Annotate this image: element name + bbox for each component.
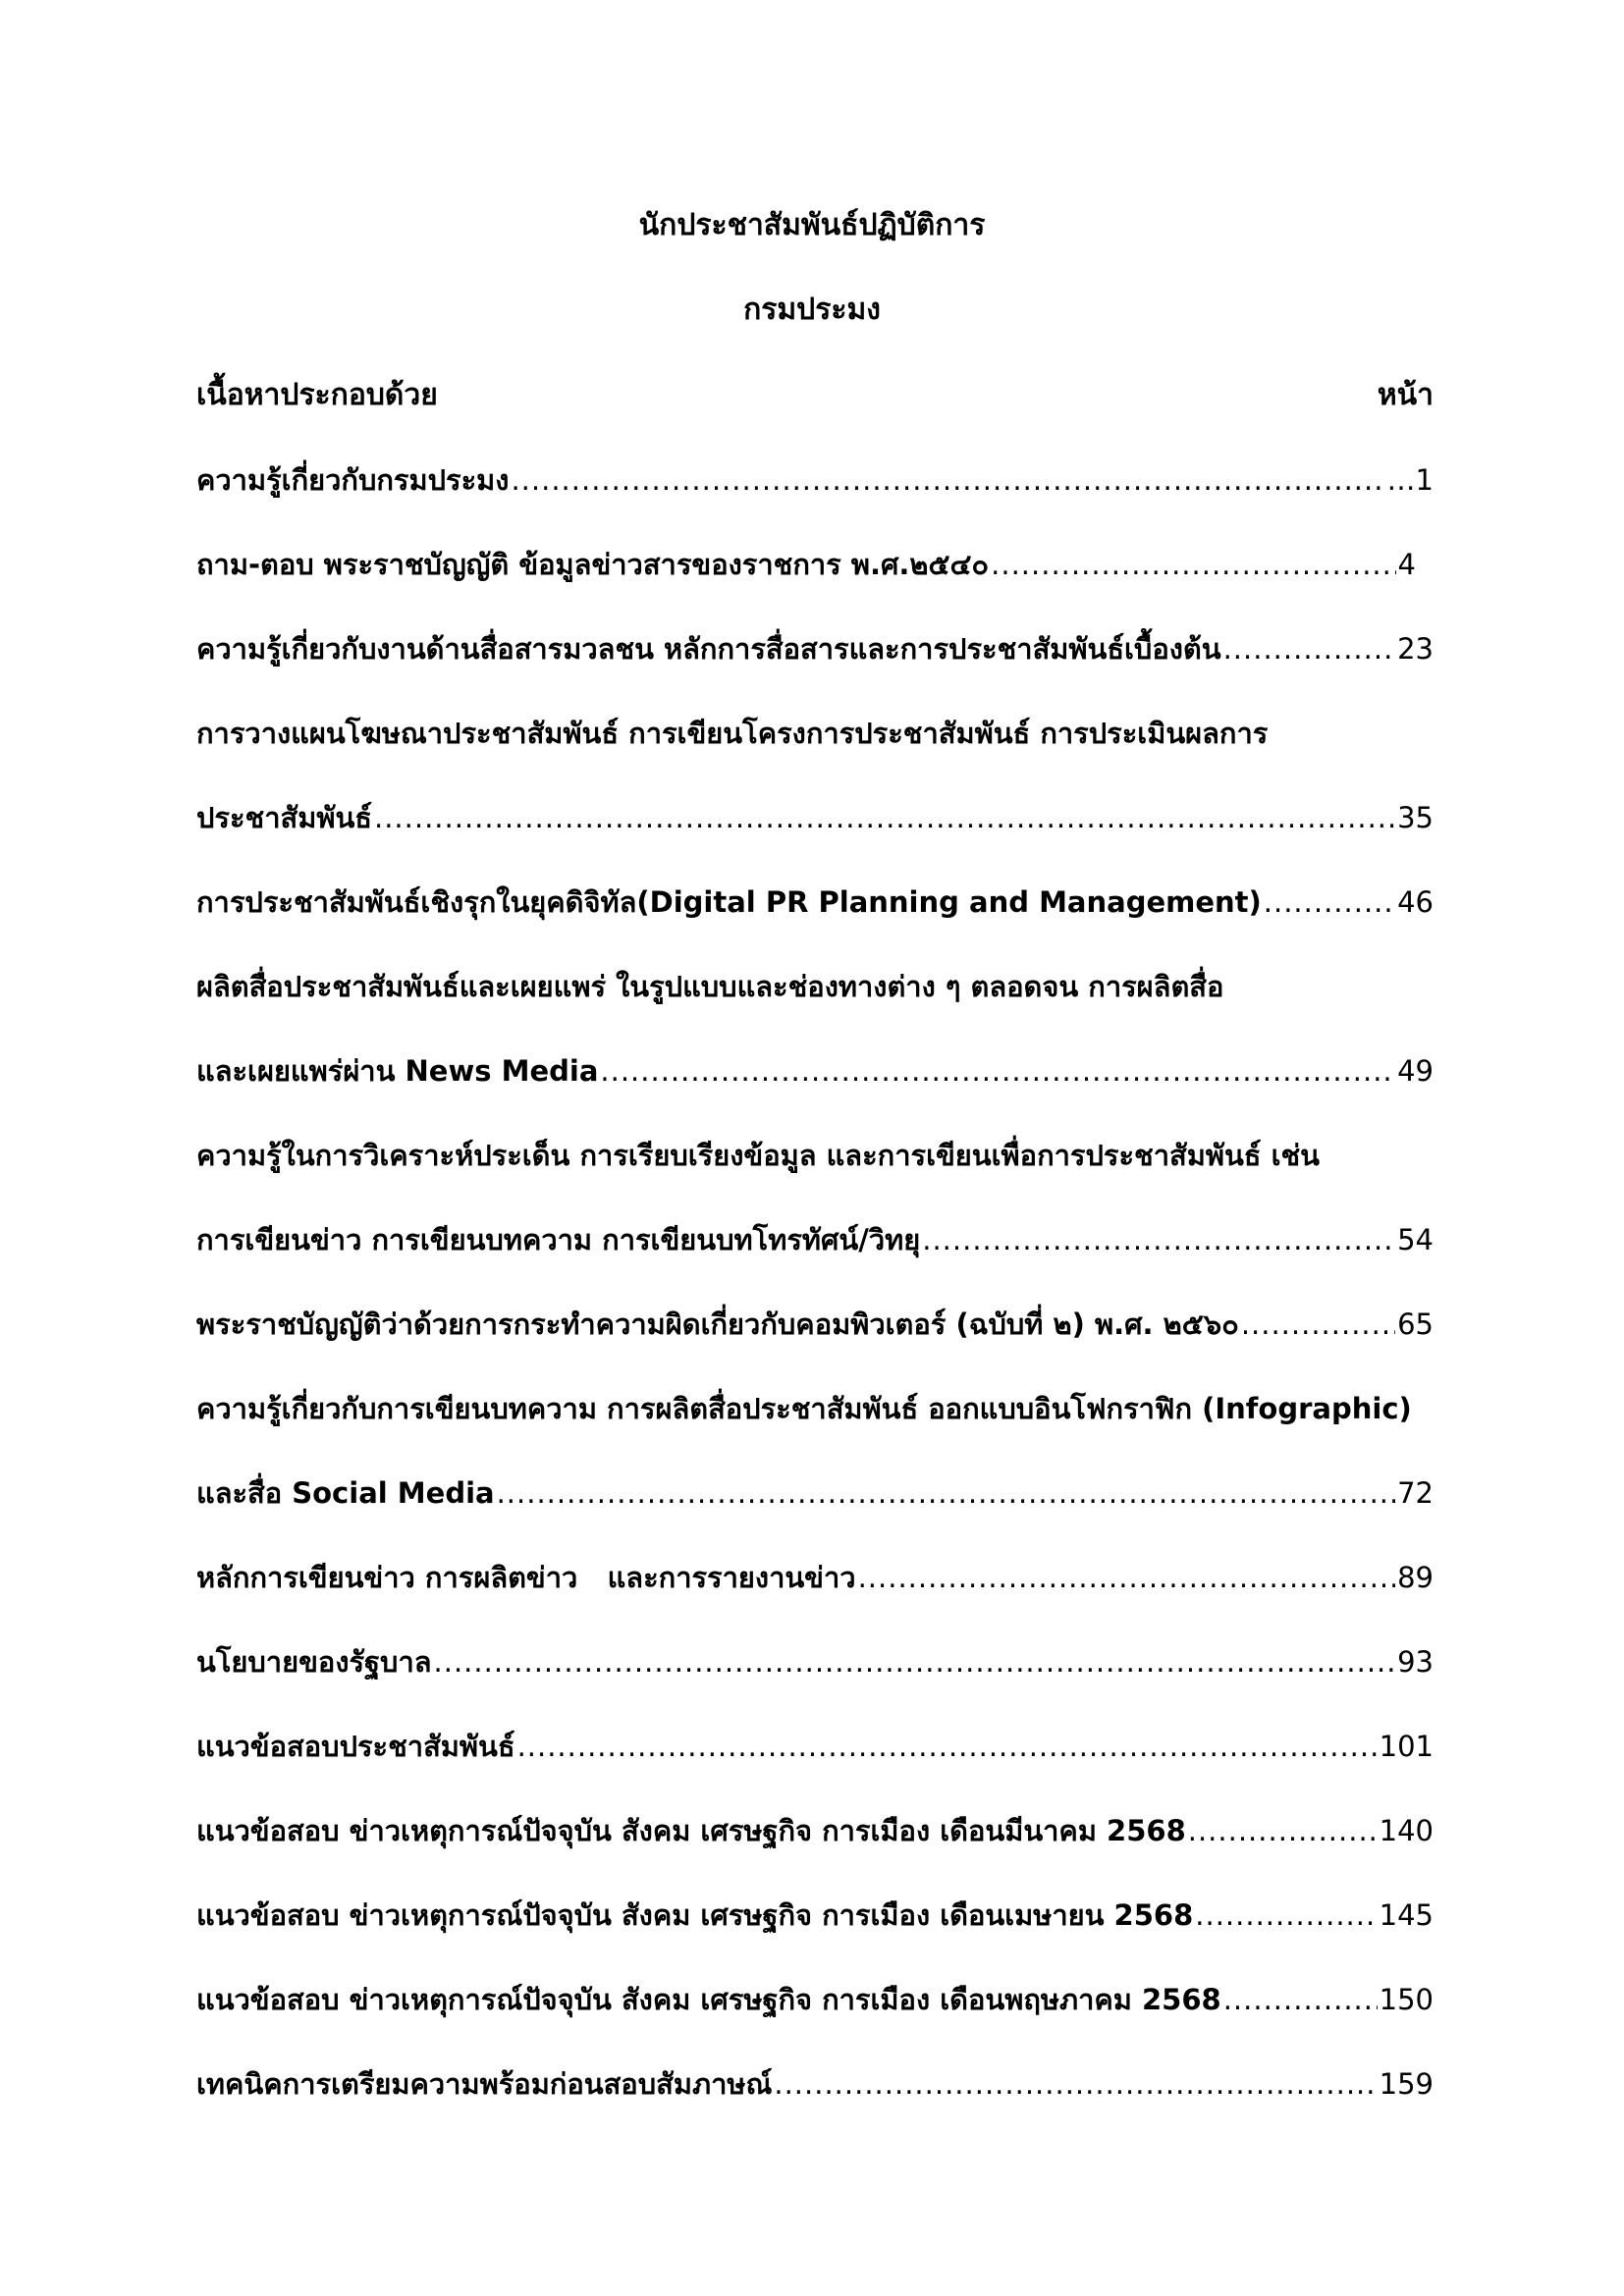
toc-entry-row: [196, 2064, 1434, 2104]
dot-leader: [497, 1473, 1396, 1513]
toc-entry-label: ความรู้เกี่ยวกับงานด้านสื่อสารมวลชน หลักการสื่อสารและการประชาสัมพันธ์เบื้องต้น: [196, 632, 1221, 666]
toc-entry-page: 23: [1397, 632, 1434, 666]
toc-header: [196, 376, 1434, 415]
toc-entry-row: [196, 1051, 1434, 1091]
toc-entry-row: [196, 460, 1434, 500]
toc-entry-row: [196, 1558, 1434, 1597]
dot-leader: [1264, 882, 1395, 922]
dot-leader: [511, 460, 1384, 500]
toc-entry-label: ประชาสัมพันธ์: [196, 801, 372, 834]
toc-entry-label: และเผยแพร่ผ่าน News Media: [196, 1054, 599, 1088]
document-subtitle: กรมประมง: [743, 293, 881, 327]
toc-entry-line: ความรู้เกี่ยวกับการเขียนบทความ การผลิตสื่อประชาสัมพันธ์ ออกแบบอินโฟกราฟิก (Infographic): [196, 1392, 1412, 1425]
toc-entry-row: [196, 1305, 1434, 1344]
toc-entry-page: 101: [1379, 1730, 1434, 1763]
toc-entry-row: [196, 882, 1434, 922]
toc-entry-page: …1: [1386, 463, 1434, 497]
dot-leader: [517, 1727, 1378, 1766]
toc-entry-page: 159: [1379, 2067, 1434, 2101]
toc-entry-row: [196, 629, 1434, 668]
toc-header-contents: เนื้อหาประกอบด้วย: [196, 378, 438, 412]
toc-entry-label: หลักการเขียนข่าว การผลิตข่าว และการรายงานข่าว: [196, 1561, 856, 1594]
toc-entry-line: ผลิตสื่อประชาสัมพันธ์และเผยแพร่ ในรูปแบบและช่องทางต่าง ๆ ตลอดจน การผลิตสื่อ: [196, 970, 1224, 1003]
toc-entry-label: การเขียนข่าว การเขียนบทความ การเขียนบทโทรทัศน์/วิทยุ: [196, 1223, 921, 1256]
toc-entry-label: แนวข้อสอบ ข่าวเหตุการณ์ปัจจุบัน สังคม เศรษฐกิจ การเมือง เดือนเมษายน 2568: [196, 1898, 1194, 1932]
document-title: นักประชาสัมพันธ์ปฏิบัติการ: [638, 208, 986, 242]
toc-entry-label: เทคนิคการเตรียมความพร้อมก่อนสอบสัมภาษณ์: [196, 2067, 773, 2101]
toc-entry-label: ถาม-ตอบ พระราชบัญญัติ ข้อมูลข่าวสารของราชการ พ.ศ.๒๕๔๐: [196, 548, 990, 581]
toc-entry-label: นโยบายของรัฐบาล: [196, 1645, 432, 1679]
toc-entry-line: ความรู้ในการวิเคราะห์ประเด็น การเรียบเรียงข้อมูล และการเขียนเพื่อการประชาสัมพันธ์ เช่น: [196, 1139, 1320, 1172]
dot-leader: [991, 545, 1395, 584]
dot-leader: [1195, 1896, 1377, 1935]
toc-entry-label: แนวข้อสอบ ข่าวเหตุการณ์ปัจจุบัน สังคม เศรษฐกิจ การเมือง เดือนพฤษภาคม 2568: [196, 1983, 1221, 2016]
toc-entry-page: 35: [1397, 801, 1434, 834]
toc-entry-row: [196, 1727, 1434, 1766]
toc-entry-label: แนวข้อสอบประชาสัมพันธ์: [196, 1730, 515, 1763]
toc-entry-row: [196, 1980, 1434, 2019]
dot-leader: [434, 1642, 1396, 1682]
dot-leader: [1188, 1811, 1378, 1850]
toc-entry-row: [196, 1896, 1434, 1935]
toc-entry-row: [196, 545, 1416, 584]
toc-entry-label: พระราชบัญญัติว่าด้วยการกระทำความผิดเกี่ยวกับคอมพิวเตอร์ (ฉบับที่ ๒) พ.ศ. ๒๕๖๐: [196, 1308, 1239, 1341]
toc-entry-page: 89: [1397, 1561, 1434, 1594]
toc-entry-label: การประชาสัมพันธ์เชิงรุกในยุคดิจิทัล(Digital PR Planning and Management): [196, 885, 1262, 919]
toc-entry-row: [196, 1473, 1434, 1513]
toc-entry-label: แนวข้อสอบ ข่าวเหตุการณ์ปัจจุบัน สังคม เศรษฐกิจ การเมือง เดือนมีนาคม 2568: [196, 1814, 1186, 1847]
dot-leader: [600, 1051, 1395, 1091]
dot-leader: [1223, 1980, 1378, 2019]
toc-entry-page: 49: [1397, 1054, 1434, 1088]
toc-entry-page: 65: [1397, 1308, 1434, 1341]
toc-header-page: หน้า: [1377, 378, 1434, 412]
toc-entry-line: การวางแผนโฆษณาประชาสัมพันธ์ การเขียนโครงการประชาสัมพันธ์ การประเมินผลการ: [196, 717, 1269, 750]
dot-leader: [858, 1558, 1396, 1597]
toc-entry-row: [196, 1811, 1434, 1850]
dot-leader: [1223, 629, 1396, 668]
toc-entry-label: ความรู้เกี่ยวกับกรมประมง: [196, 463, 510, 497]
toc-entry-page: 46: [1397, 885, 1434, 919]
toc-entry-row: [196, 798, 1434, 837]
toc-entry-page: 145: [1379, 1898, 1434, 1932]
toc-entry-row: [196, 1220, 1434, 1259]
toc-entry-page: 72: [1397, 1476, 1434, 1510]
toc-entry-page: 140: [1379, 1814, 1434, 1847]
toc-entry-page: 4: [1397, 548, 1416, 581]
toc-entry-page: 150: [1379, 1983, 1434, 2016]
toc-entry-page: 54: [1397, 1223, 1434, 1256]
toc-entry-row: [196, 1642, 1434, 1682]
dot-leader: [374, 798, 1395, 837]
toc-entry-page: 93: [1397, 1645, 1434, 1679]
dot-leader: [1241, 1305, 1395, 1344]
dot-leader: [922, 1220, 1395, 1259]
dot-leader: [774, 2064, 1377, 2104]
toc-entry-label: และสื่อ Social Media: [196, 1476, 495, 1510]
